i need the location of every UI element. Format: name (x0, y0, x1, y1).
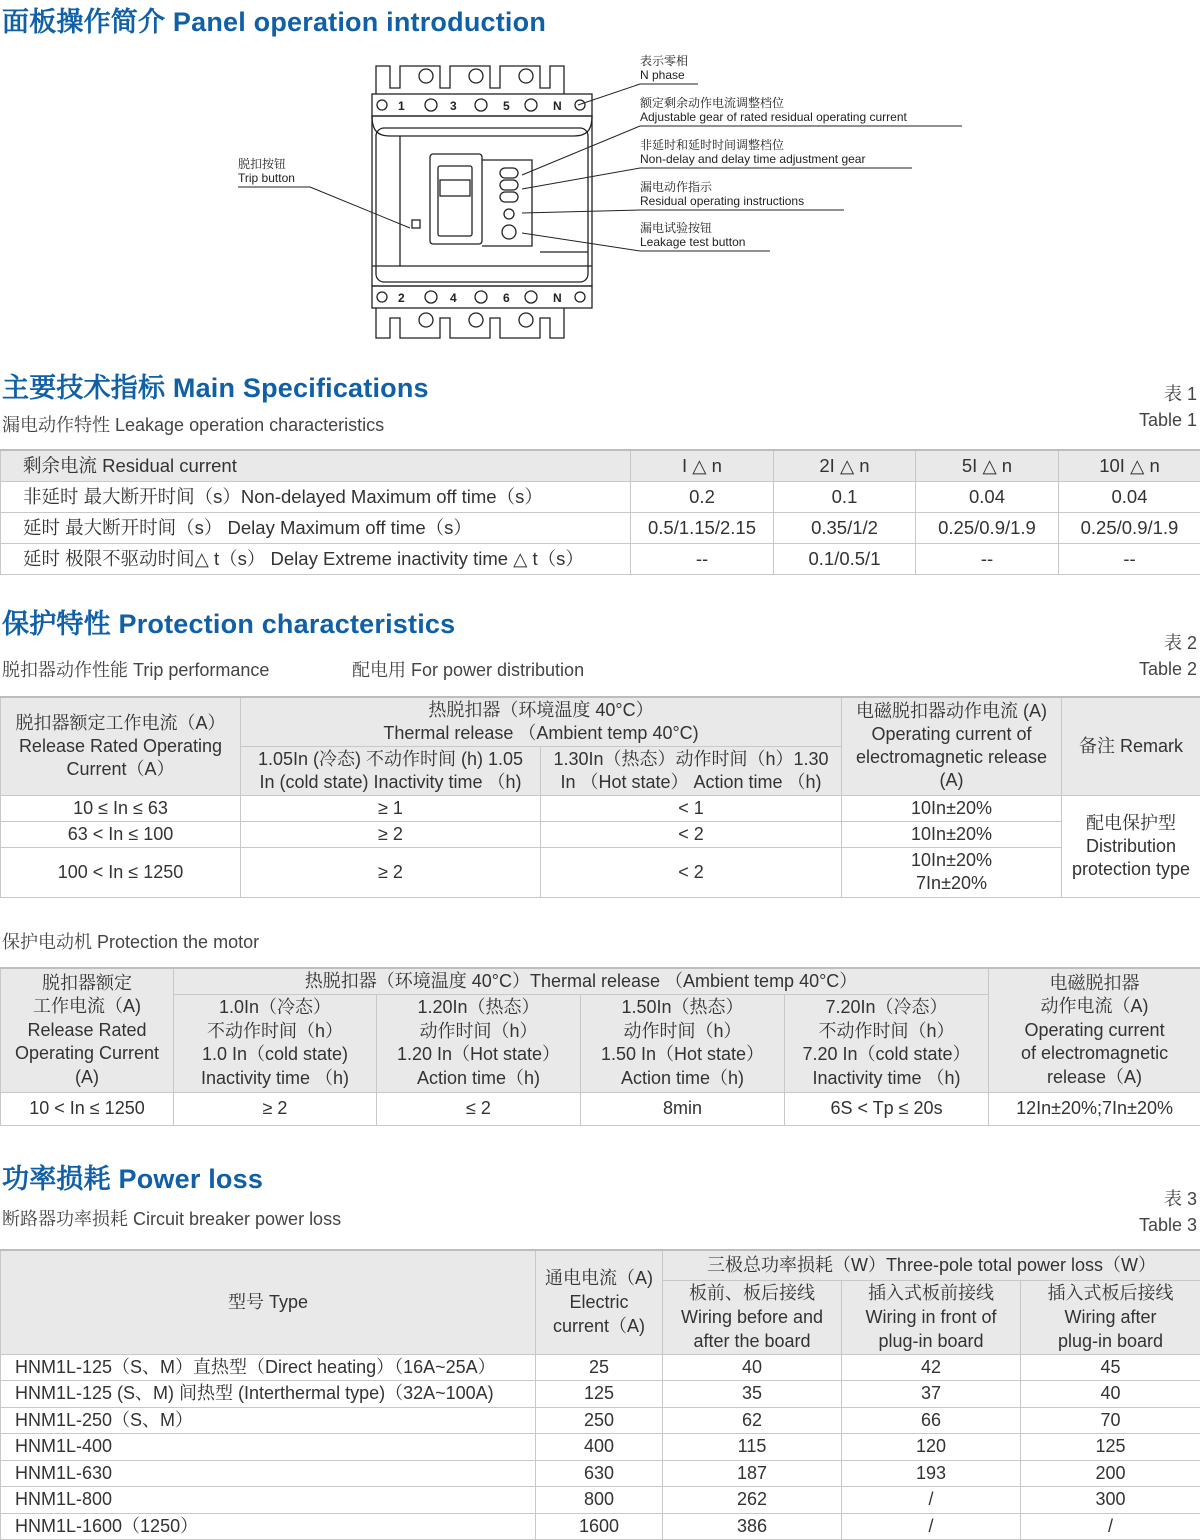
power-loss-table (0, 1249, 1200, 1540)
header-em-current: 电磁脱扣器 动作电流（A) Operating current of electromagnetic release（A) (989, 968, 1200, 1092)
table2-number: 表 2 Table 2 (1138, 633, 1197, 679)
header-type: 型号 Type (1, 1250, 536, 1354)
terminal-1: 1 (398, 99, 405, 113)
table-row: 63 < In ≤ 100 ≥ 2 < 2 10In±20% (1, 821, 1200, 847)
callout-lines (0, 0, 1200, 340)
table-row: HNM1L-125（S、M）直热型（Direct heating）（16A~25A） 25 40 42 45 (1, 1354, 1200, 1381)
table-row: 非延时 最大断开时间（s）Non-delayed Maximum off time（s） 0.2 0.1 0.04 0.04 (1, 481, 1200, 512)
table-row (1, 1250, 1200, 1280)
header-cold-state: 1.05In (冷态) 不动作时间 (h) 1.05 In (cold state) Inactivity time （h) (241, 746, 541, 795)
specs-section-title: 主要技术指标 Main Specifications (2, 373, 429, 403)
trip-performance-table (0, 696, 1200, 898)
table-row: HNM1L-1600（1250） 1600 386 / / (1, 1513, 1200, 1540)
leakage-table (0, 449, 1200, 575)
terminal-4: 4 (450, 291, 457, 305)
table-row: HNM1L-400 400 115 120 125 (1, 1434, 1200, 1461)
callout-test-button: 漏电试验按钮 Leakage test button (640, 221, 746, 249)
table-row (1, 697, 1200, 746)
table-row: 1.0In（冷态） 不动作时间（h） 1.0 In（cold state) Inactivity time （h) 1.20In（热态） 动作时间（h） 1.20 In（Hot state） Action time（h) 1.50In（热态） 动作时间（h） 1.50 In（Hot state） Action time（h) 7.20In（冷态） 不动作时间（h） 7.20 In（cold state） Inactivity time （h) (1, 994, 1200, 1092)
terminal-2: 2 (398, 291, 405, 305)
table1-subtitle: 漏电动作特性 Leakage operation characteristics (2, 415, 385, 435)
table-row: 延时 极限不驱动时间△ t（s） Delay Extreme inactivity time △ t（s） -- 0.1/0.5/1 -- -- (1, 543, 1200, 574)
table-row: 延时 最大断开时间（s） Delay Maximum off time（s） 0.5/1.15/2.15 0.35/1/2 0.25/0.9/1.9 0.25/0.9/1.9 (1, 512, 1200, 543)
table-row: 100 < In ≤ 1250 ≥ 2 < 2 10In±20% 7In±20% (1, 847, 1200, 897)
header-electric-current: 通电电流（A) Electric current（A) (536, 1250, 663, 1354)
motor-protection-table (0, 967, 1200, 1126)
callout-n-phase: 表示零相 N phase (640, 54, 689, 82)
power-section-title: 功率损耗 Power loss (2, 1164, 264, 1194)
terminal-6: 6 (503, 291, 510, 305)
table1-number: 表 1 Table 1 (1138, 384, 1197, 430)
header-power-loss: 三极总功率损耗（W）Three-pole total power loss（W） (663, 1250, 1200, 1280)
protection-section-title: 保护特性 Protection characteristics (2, 609, 456, 639)
header-rated-current: 脱扣器额定 工作电流（A) Release Rated Operating Current (A) (1, 968, 174, 1092)
table3-subtitle: 保护电动机 Protection the motor (2, 932, 260, 952)
table2-subtitle-trip: 脱扣器动作性能 Trip performance (2, 660, 270, 680)
header-rated-current: 脱扣器额定工作电流（A） Release Rated Operating Current（A） (1, 697, 241, 795)
table-row: HNM1L-800 800 262 / 300 (1, 1487, 1200, 1514)
table-row: HNM1L-630 630 187 193 200 (1, 1460, 1200, 1487)
terminal-n-bottom: N (553, 291, 562, 305)
terminal-5: 5 (503, 99, 510, 113)
remark-cell: 配电保护型 Distribution protection type (1062, 795, 1200, 897)
header-remark: 备注 Remark (1062, 697, 1200, 795)
table-row: HNM1L-125 (S、M) 间热型 (Interthermal type)（32A~100A) 125 35 37 40 (1, 1381, 1200, 1408)
callout-residual-gear: 额定剩余动作电流调整档位 Adjustable gear of rated residual operating current (640, 96, 907, 124)
table3-number: 表 3 Table 3 (1138, 1189, 1197, 1235)
header-hot-state: 1.30In（热态）动作时间（h）1.30 In （Hot state） Action time （h) (541, 746, 842, 795)
header-thermal-release: 热脱扣器（环境温度 40°C） Thermal release （Ambient temp 40°C) (241, 697, 842, 746)
table-row: 10 < In ≤ 1250 ≥ 2 ≤ 2 8min 6S < Tp ≤ 20s 12In±20%;7In±20% (1, 1092, 1200, 1125)
header-em-current: 电磁脱扣器动作电流 (A) Operating current of electromagnetic release (A) (842, 697, 1062, 795)
table-row: 剩余电流 Residual current I △ n 2I △ n 5I △ n 10I △ n (1, 450, 1200, 481)
table-row: HNM1L-250（S、M） 250 62 66 70 (1, 1407, 1200, 1434)
table4-subtitle: 断路器功率损耗 Circuit breaker power loss (2, 1209, 342, 1229)
terminal-3: 3 (450, 99, 457, 113)
terminal-n-top: N (553, 99, 562, 113)
header-thermal-release: 热脱扣器（环境温度 40°C）Thermal release （Ambient temp 40°C） (174, 968, 989, 994)
table2-subtitle-distribution: 配电用 For power distribution (352, 660, 585, 680)
callout-residual-indicator: 漏电动作指示 Residual operating instructions (640, 180, 805, 208)
table-row: 板前、板后接线 Wiring before and after the board 插入式板前接线 Wiring in front of plug-in board 插入式板后接线 Wiring after plug-in board (1, 1280, 1200, 1354)
callout-delay-gear: 非延时和延时时间调整档位 Non-delay and delay time adjustment gear (640, 138, 866, 166)
panel-section-title: 面板操作简介 Panel operation introduction (2, 7, 547, 37)
table-row (1, 968, 1200, 994)
table-row: 10 ≤ In ≤ 63 ≥ 1 < 1 10In±20% 配电保护型 Distribution protection type (1, 795, 1200, 821)
callout-trip-button: 脱扣按钮 Trip button (238, 157, 295, 185)
